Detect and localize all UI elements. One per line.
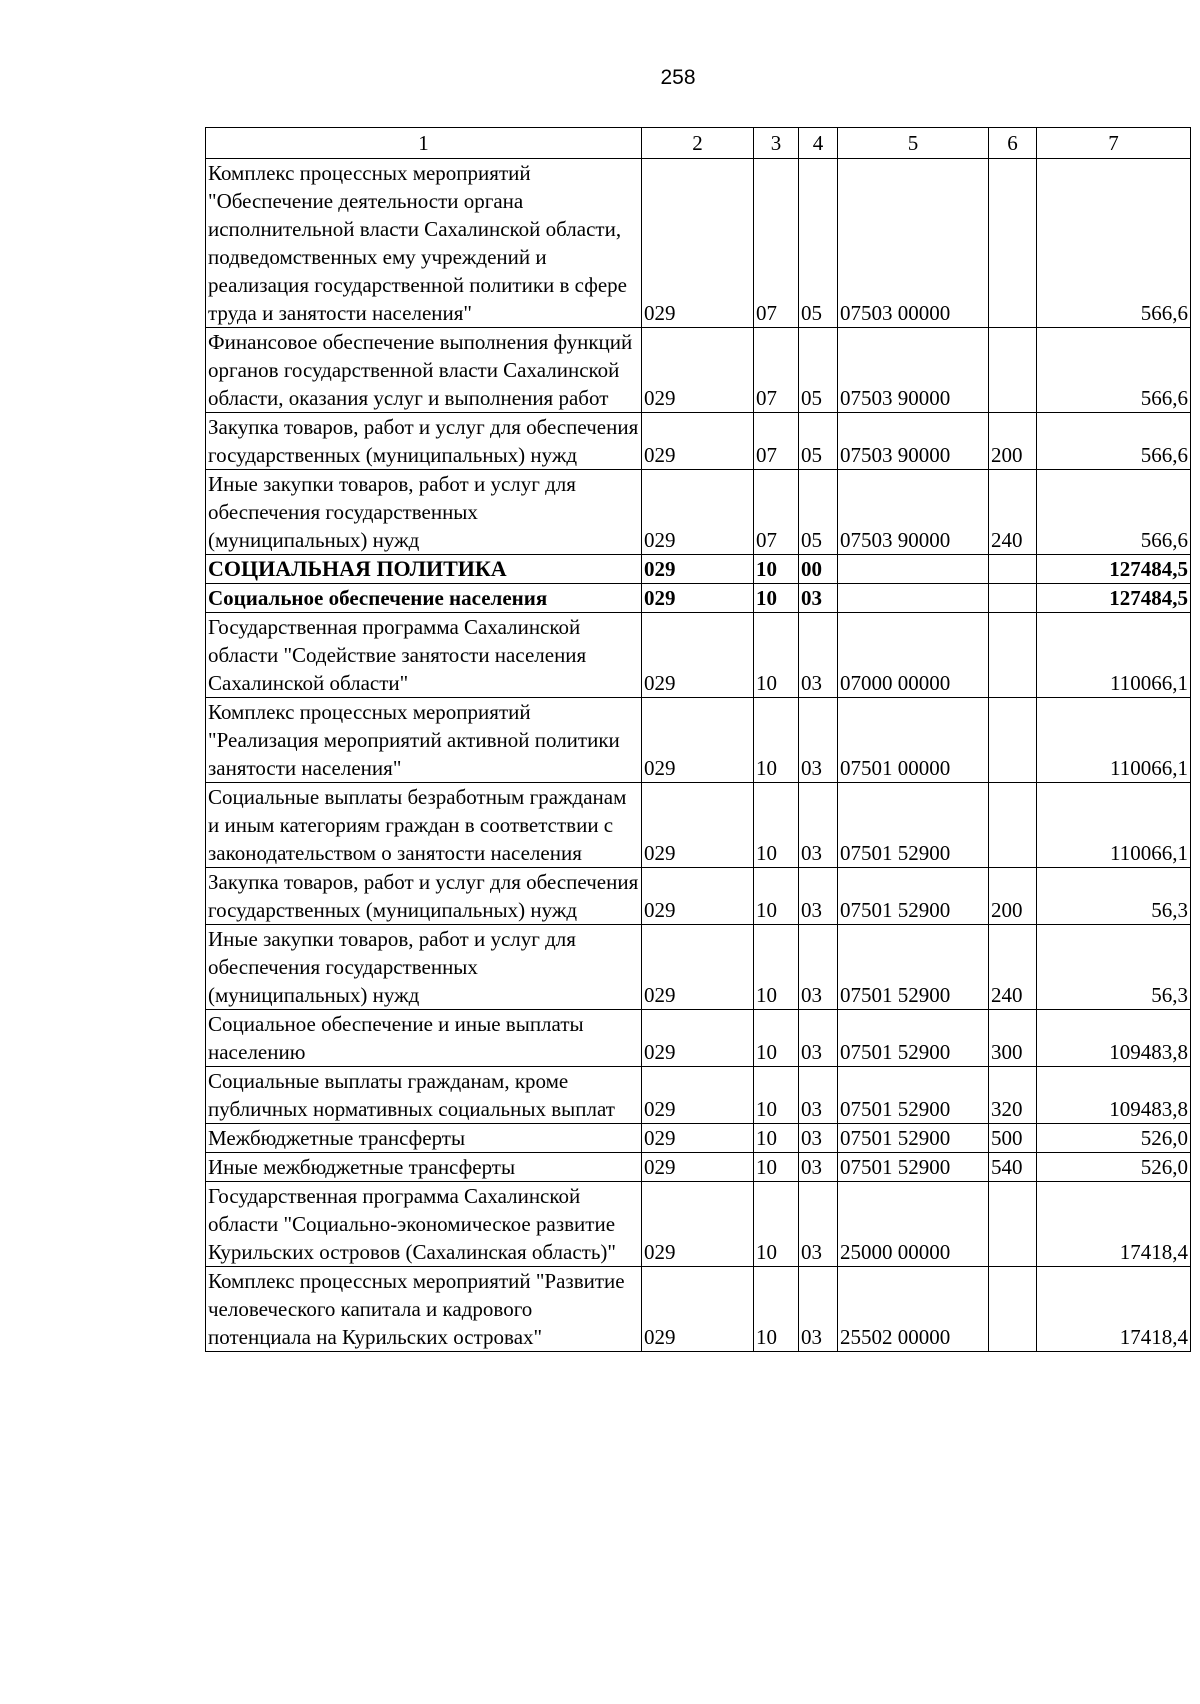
amount-cell: 566,6	[1037, 413, 1191, 470]
target-article-cell: 07503 00000	[838, 159, 989, 328]
header-cell: 4	[799, 128, 838, 159]
admin-code-cell: 029	[642, 1067, 754, 1124]
subsection-cell: 03	[799, 584, 838, 613]
admin-code-cell: 029	[642, 783, 754, 868]
subsection-cell: 03	[799, 613, 838, 698]
table-row	[206, 868, 1191, 925]
section-cell: 10	[754, 584, 799, 613]
amount-cell: 17418,4	[1037, 1182, 1191, 1267]
row-name-cell: Иные закупки товаров, работ и услуг для обеспечения государственных (муниципальных) нужд	[206, 470, 642, 555]
section-cell: 07	[754, 159, 799, 328]
target-article-cell: 07501 52900	[838, 925, 989, 1010]
section-cell: 10	[754, 1267, 799, 1352]
target-article-cell: 07501 52900	[838, 1153, 989, 1182]
amount-cell: 109483,8	[1037, 1067, 1191, 1124]
amount-cell: 566,6	[1037, 328, 1191, 413]
expense-type-cell	[989, 698, 1037, 783]
table-row	[206, 555, 1191, 584]
expense-type-cell	[989, 1267, 1037, 1352]
admin-code-cell: 029	[642, 328, 754, 413]
header-cell: 7	[1037, 128, 1191, 159]
expense-type-cell	[989, 613, 1037, 698]
amount-cell: 56,3	[1037, 868, 1191, 925]
admin-code-cell: 029	[642, 470, 754, 555]
subsection-cell: 00	[799, 555, 838, 584]
table-row	[206, 413, 1191, 470]
section-cell: 10	[754, 783, 799, 868]
expense-type-cell: 500	[989, 1124, 1037, 1153]
admin-code-cell: 029	[642, 159, 754, 328]
section-cell: 10	[754, 925, 799, 1010]
section-cell: 10	[754, 1067, 799, 1124]
admin-code-cell: 029	[642, 698, 754, 783]
admin-code-cell: 029	[642, 555, 754, 584]
expense-type-cell	[989, 783, 1037, 868]
target-article-cell: 07503 90000	[838, 470, 989, 555]
target-article-cell: 25502 00000	[838, 1267, 989, 1352]
row-name-cell: Финансовое обеспечение выполнения функций органов государственной власти Сахалинской области, оказания услуг и выполнения работ	[206, 328, 642, 413]
amount-cell: 109483,8	[1037, 1010, 1191, 1067]
expense-type-cell: 240	[989, 470, 1037, 555]
section-cell: 10	[754, 1010, 799, 1067]
row-name-cell: Иные закупки товаров, работ и услуг для обеспечения государственных (муниципальных) нужд	[206, 925, 642, 1010]
target-article-cell: 07501 00000	[838, 698, 989, 783]
expense-type-cell	[989, 328, 1037, 413]
subsection-cell: 05	[799, 159, 838, 328]
table-row	[206, 1267, 1191, 1352]
amount-cell: 56,3	[1037, 925, 1191, 1010]
header-cell: 3	[754, 128, 799, 159]
row-name-cell: Социальное обеспечение и иные выплаты населению	[206, 1010, 642, 1067]
admin-code-cell: 029	[642, 1153, 754, 1182]
table-row	[206, 1010, 1191, 1067]
row-name-cell: Социальное обеспечение населения	[206, 584, 642, 613]
subsection-cell: 03	[799, 1182, 838, 1267]
admin-code-cell: 029	[642, 1010, 754, 1067]
section-cell: 07	[754, 413, 799, 470]
table-row	[206, 783, 1191, 868]
expense-type-cell	[989, 159, 1037, 328]
section-cell: 10	[754, 698, 799, 783]
target-article-cell	[838, 555, 989, 584]
amount-cell: 526,0	[1037, 1124, 1191, 1153]
target-article-cell: 07501 52900	[838, 783, 989, 868]
expense-type-cell: 240	[989, 925, 1037, 1010]
table-header-row	[206, 128, 1191, 159]
target-article-cell: 07501 52900	[838, 868, 989, 925]
table-row	[206, 328, 1191, 413]
expense-type-cell	[989, 584, 1037, 613]
expense-type-cell	[989, 1182, 1037, 1267]
target-article-cell: 07501 52900	[838, 1124, 989, 1153]
row-name-cell: Государственная программа Сахалинской области "Социально-экономическое развитие Курильских островов (Сахалинская область)"	[206, 1182, 642, 1267]
header-cell: 6	[989, 128, 1037, 159]
row-name-cell: Комплекс процессных мероприятий "Обеспечение деятельности органа исполнительной власти Сахалинской области, подведомственных ему учреждений и реализация государственной политики в сфере труда и занятости населения"	[206, 159, 642, 328]
admin-code-cell: 029	[642, 413, 754, 470]
table-row	[206, 613, 1191, 698]
table-row	[206, 1182, 1191, 1267]
subsection-cell: 03	[799, 698, 838, 783]
row-name-cell: Закупка товаров, работ и услуг для обеспечения государственных (муниципальных) нужд	[206, 868, 642, 925]
target-article-cell: 07503 90000	[838, 413, 989, 470]
subsection-cell: 05	[799, 328, 838, 413]
admin-code-cell: 029	[642, 1182, 754, 1267]
row-name-cell: Социальные выплаты безработным гражданам и иным категориям граждан в соответствии с законодательством о занятости населения	[206, 783, 642, 868]
row-name-cell: СОЦИАЛЬНАЯ ПОЛИТИКА	[206, 555, 642, 584]
section-cell: 10	[754, 1182, 799, 1267]
section-cell: 07	[754, 328, 799, 413]
amount-cell: 566,6	[1037, 159, 1191, 328]
section-cell: 10	[754, 868, 799, 925]
amount-cell: 526,0	[1037, 1153, 1191, 1182]
subsection-cell: 03	[799, 1124, 838, 1153]
subsection-cell: 03	[799, 1010, 838, 1067]
section-cell: 07	[754, 470, 799, 555]
admin-code-cell: 029	[642, 613, 754, 698]
target-article-cell: 07000 00000	[838, 613, 989, 698]
amount-cell: 110066,1	[1037, 613, 1191, 698]
table-row	[206, 584, 1191, 613]
table-row	[206, 159, 1191, 328]
target-article-cell: 25000 00000	[838, 1182, 989, 1267]
admin-code-cell: 029	[642, 925, 754, 1010]
subsection-cell: 05	[799, 413, 838, 470]
amount-cell: 17418,4	[1037, 1267, 1191, 1352]
header-cell: 5	[838, 128, 989, 159]
admin-code-cell: 029	[642, 584, 754, 613]
section-cell: 10	[754, 1153, 799, 1182]
amount-cell: 110066,1	[1037, 698, 1191, 783]
row-name-cell: Комплекс процессных мероприятий "Реализация мероприятий активной политики занятости населения"	[206, 698, 642, 783]
row-name-cell: Комплекс процессных мероприятий "Развитие человеческого капитала и кадрового потенциала на Курильских островах"	[206, 1267, 642, 1352]
subsection-cell: 05	[799, 470, 838, 555]
expense-type-cell	[989, 555, 1037, 584]
header-cell: 2	[642, 128, 754, 159]
row-name-cell: Межбюджетные трансферты	[206, 1124, 642, 1153]
amount-cell: 566,6	[1037, 470, 1191, 555]
subsection-cell: 03	[799, 1267, 838, 1352]
row-name-cell: Социальные выплаты гражданам, кроме публичных нормативных социальных выплат	[206, 1067, 642, 1124]
amount-cell: 127484,5	[1037, 584, 1191, 613]
amount-cell: 127484,5	[1037, 555, 1191, 584]
section-cell: 10	[754, 613, 799, 698]
section-cell: 10	[754, 555, 799, 584]
amount-cell: 110066,1	[1037, 783, 1191, 868]
expense-type-cell: 200	[989, 868, 1037, 925]
admin-code-cell: 029	[642, 1267, 754, 1352]
subsection-cell: 03	[799, 1153, 838, 1182]
target-article-cell: 07503 90000	[838, 328, 989, 413]
table-body	[206, 128, 1191, 1352]
subsection-cell: 03	[799, 868, 838, 925]
row-name-cell: Иные межбюджетные трансферты	[206, 1153, 642, 1182]
section-cell: 10	[754, 1124, 799, 1153]
target-article-cell: 07501 52900	[838, 1067, 989, 1124]
table-row	[206, 698, 1191, 783]
table-row	[206, 1124, 1191, 1153]
admin-code-cell: 029	[642, 868, 754, 925]
row-name-cell: Закупка товаров, работ и услуг для обеспечения государственных (муниципальных) нужд	[206, 413, 642, 470]
table-row	[206, 470, 1191, 555]
table-row	[206, 1067, 1191, 1124]
page-number: 258	[660, 66, 696, 89]
budget-table	[205, 127, 1191, 1352]
header-cell: 1	[206, 128, 642, 159]
subsection-cell: 03	[799, 925, 838, 1010]
table-row	[206, 1153, 1191, 1182]
row-name-cell: Государственная программа Сахалинской области "Содействие занятости населения Сахалинской области"	[206, 613, 642, 698]
target-article-cell: 07501 52900	[838, 1010, 989, 1067]
table-row	[206, 925, 1191, 1010]
expense-type-cell: 200	[989, 413, 1037, 470]
expense-type-cell: 320	[989, 1067, 1037, 1124]
expense-type-cell: 540	[989, 1153, 1037, 1182]
expense-type-cell: 300	[989, 1010, 1037, 1067]
target-article-cell	[838, 584, 989, 613]
subsection-cell: 03	[799, 783, 838, 868]
subsection-cell: 03	[799, 1067, 838, 1124]
admin-code-cell: 029	[642, 1124, 754, 1153]
